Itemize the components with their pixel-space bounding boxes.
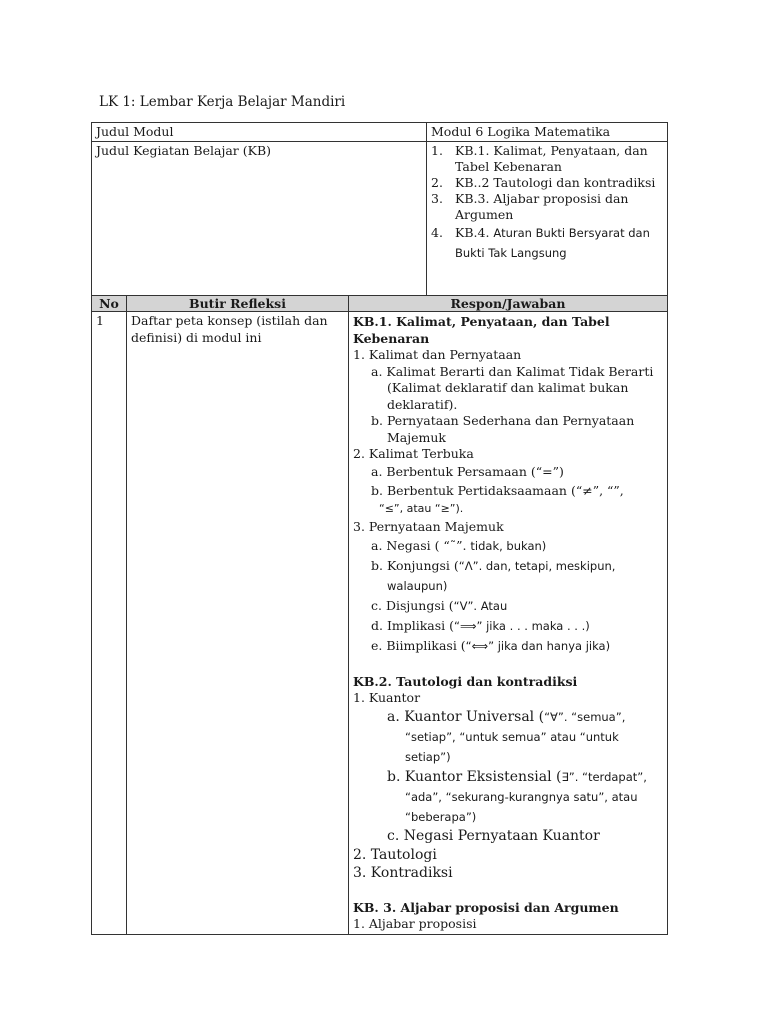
- document-title: LK 1: Lembar Kerja Belajar Mandiri: [99, 94, 346, 110]
- kb1-subitem: b. Konjungsi (“Λ”. dan, tetapi, meskipun, walaupun): [371, 557, 616, 593]
- kb2-heading: KB.2. Tautologi dan kontradiksi: [353, 673, 578, 689]
- reflection-table: [91, 295, 668, 935]
- header-no: No: [92, 296, 127, 312]
- kb3-heading: KB. 3. Aljabar proposisi dan Argumen: [353, 899, 619, 915]
- kb1-heading: KB.1. Kalimat, Penyataan, dan Tabel Kebenaran: [353, 314, 610, 346]
- kb2-subitem: a. Kuantor Universal (“∀”. “semua”, “setiap”, “untuk semua” atau “untuk setiap”): [387, 708, 626, 764]
- kb1-subitem: b. Pernyataan Sederhana dan Pernyataan Majemuk: [371, 413, 635, 445]
- response-cell: [349, 312, 668, 935]
- header-response: Respon/Jawaban: [349, 296, 668, 312]
- kb2-item: 1. Kuantor: [353, 690, 421, 705]
- kb-list: [431, 143, 663, 263]
- kb1-item: 1. Kalimat dan Pernyataan: [353, 347, 522, 362]
- module-info-table: [91, 122, 668, 296]
- kb2-subitem: b. Kuantor Eksistensial (∃”. “terdapat”, “ada”, “sekurang-kurangnya satu”, atau “beberapa”): [387, 768, 647, 824]
- kb2-subitem: c. Negasi Pernyataan Kuantor: [387, 827, 600, 844]
- module-label: Judul Modul: [92, 123, 427, 142]
- kb1-subitem: a. Kalimat Berarti dan Kalimat Tidak Berarti (Kalimat deklaratif dan kalimat bukan deklaratif).: [371, 363, 654, 412]
- module-value: Modul 6 Logika Matematika: [427, 123, 668, 142]
- row-number: 1: [92, 312, 127, 935]
- kb1-subitem: e. Biimplikasi (“⟺” jika dan hanya jika): [371, 637, 611, 653]
- kb1-subitem: d. Implikasi (“⟹” jika . . . maka . . .): [371, 617, 590, 633]
- kb3-item: 1. Aljabar proposisi: [353, 916, 477, 931]
- header-item: Butir Refleksi: [127, 296, 349, 312]
- kb1-subitem: c. Disjungsi (“V”. Atau: [371, 597, 508, 613]
- kb1-subitem: a. Negasi ( “˜”. tidak, bukan): [371, 537, 547, 553]
- kb-list-cell: [427, 142, 668, 296]
- kb-label: Judul Kegiatan Belajar (KB): [92, 142, 427, 296]
- kb1-subitem: a. Berbentuk Persamaan (“=”): [371, 463, 564, 479]
- kb-list-item: 4. KB.4. Aturan Bukti Bersyarat dan Bukti Tak Langsung: [431, 225, 650, 260]
- kb-list-item: 3. KB.3. Aljabar proposisi dan Argumen: [431, 191, 629, 222]
- reflection-item: Daftar peta konsep (istilah dan definisi) di modul ini: [127, 312, 349, 935]
- kb1-item: 2. Kalimat Terbuka: [353, 446, 474, 461]
- kb2-item: 3. Kontradiksi: [353, 864, 453, 881]
- kb1-item: 3. Pernyataan Majemuk: [353, 519, 504, 534]
- kb1-subitem: b. Berbentuk Pertidaksaamaan (“≠”, “”, “≤”, atau “≥”).: [371, 483, 624, 515]
- kb2-item: 2. Tautologi: [353, 846, 437, 863]
- kb-list-item: 2. KB..2 Tautologi dan kontradiksi: [431, 175, 656, 190]
- kb-list-item: 1. KB.1. Kalimat, Penyataan, dan Tabel Kebenaran: [431, 143, 648, 174]
